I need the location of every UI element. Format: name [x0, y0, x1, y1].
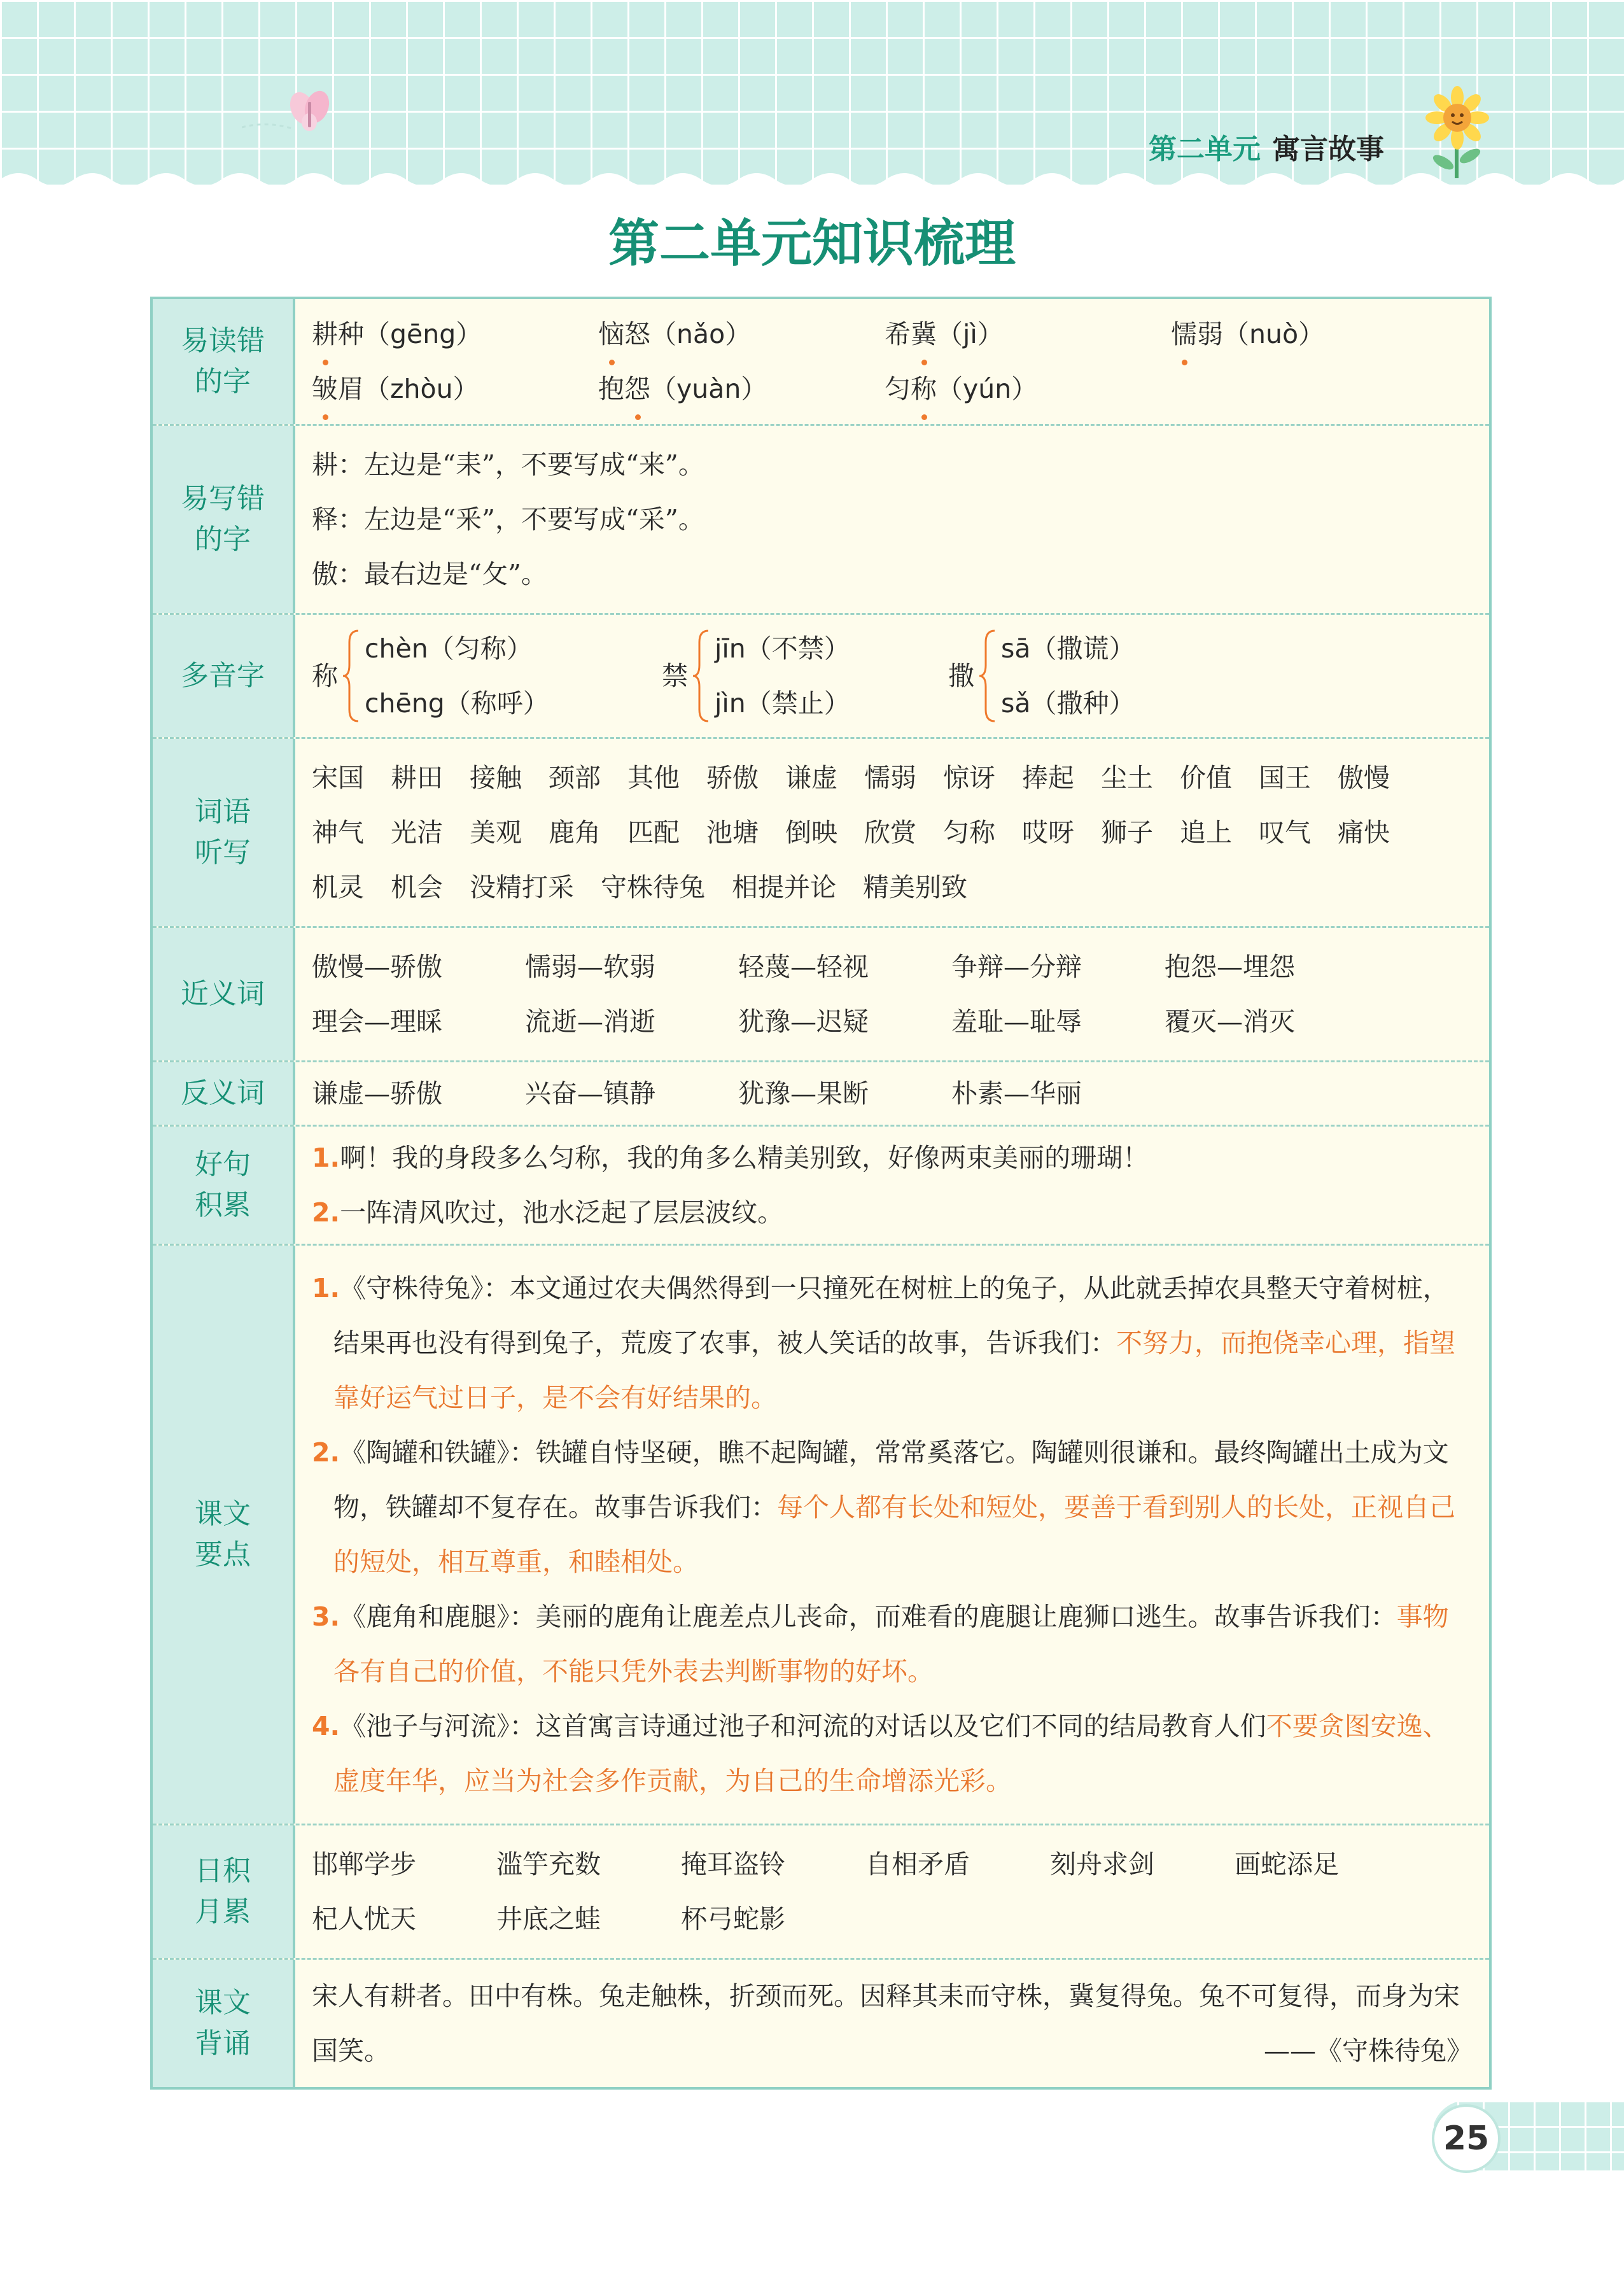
synonym-pair: 流逝—消逝 [525, 1006, 655, 1037]
row-content [295, 1127, 1489, 1244]
row-content [295, 1062, 1489, 1125]
row-label: 词语 听写 [153, 739, 295, 926]
page-title: 第二单元知识梳理 [608, 214, 1016, 273]
idiom: 自相矛盾 [865, 1849, 970, 1880]
row-content [295, 615, 1489, 737]
row-antonyms [153, 1060, 1489, 1125]
dictation-word: 相提并论 [732, 872, 836, 903]
dictation-word: 耕田 [391, 763, 443, 793]
row-label: 好句 积累 [153, 1127, 295, 1244]
antonym-pair: 兴奋—镇静 [525, 1078, 655, 1109]
row-content [295, 1246, 1489, 1824]
row-label: 易读错 的字 [153, 299, 295, 424]
dictation-word: 鹿角 [549, 817, 601, 848]
synonym-pair: 犹豫—迟疑 [738, 1006, 869, 1037]
brace-icon [978, 628, 997, 724]
row-label: 课文 要点 [153, 1246, 295, 1824]
writing-line: 释：左边是“釆”，不要写成“采”。 [312, 504, 704, 535]
knowledge-table [150, 297, 1492, 2090]
brace-icon [342, 628, 361, 724]
dictation-word: 守株待兔 [601, 872, 705, 903]
dictation-word: 宋国 [312, 763, 364, 793]
synonym-pair: 争辩—分辩 [951, 952, 1082, 982]
row-content [295, 426, 1489, 613]
idiom-line [312, 1892, 1473, 1946]
dictation-word: 傲慢 [1338, 763, 1390, 793]
dictation-word: 捧起 [1022, 763, 1074, 793]
idiom: 井底之蛙 [496, 1904, 601, 1934]
row-polyphones [153, 613, 1489, 737]
dictation-word: 神气 [312, 817, 364, 848]
row-label: 反义词 [153, 1062, 295, 1125]
row-label: 日积 月累 [153, 1825, 295, 1958]
reading-item: 抱怨（yuàn） [598, 362, 885, 416]
row-label: 近义词 [153, 928, 295, 1060]
dictation-word: 池塘 [706, 817, 759, 848]
row-sentences [153, 1125, 1489, 1244]
dictation-word: 光洁 [391, 817, 443, 848]
dictation-word: 欣赏 [864, 817, 916, 848]
reading-item: 耕种（gēng） [312, 307, 598, 362]
dictation-word: 倒映 [785, 817, 837, 848]
synonym-pair: 覆灭—消灭 [1165, 1006, 1295, 1037]
row-idioms [153, 1824, 1489, 1958]
idiom: 掩耳盗铃 [681, 1849, 785, 1880]
synonym-line [312, 939, 1473, 994]
dictation-word: 追上 [1180, 817, 1232, 848]
dictation-word: 精美别致 [863, 872, 967, 903]
dictation-word: 美观 [470, 817, 522, 848]
dictation-word: 懦弱 [864, 763, 916, 793]
idiom: 邯郸学步 [312, 1849, 416, 1880]
point-item: 3.《鹿角和鹿腿》：美丽的鹿角让鹿差点儿丧命，而难看的鹿腿让鹿狮口逃生。故事告诉我们：事物各有自己的价值，不能只凭外表去判断事物的好坏。 [312, 1601, 1449, 1687]
reading-item: 懦弱（nuò） [1171, 307, 1425, 362]
dictation-word: 其他 [627, 763, 680, 793]
polyphone-item: 称 chèn（匀称） chēng（称呼） [312, 621, 662, 731]
reading-item: 皱眉（zhòu） [312, 362, 598, 416]
synonym-pair: 傲慢—骄傲 [312, 952, 442, 982]
dictation-word: 接触 [470, 763, 522, 793]
synonym-line [312, 994, 1473, 1049]
point-item: 1.《守株待兔》：本文通过农夫偶然得到一只撞死在树桩上的兔子，从此就丢掉农具整天守着树桩，结果再也没有得到兔子，荒废了农事，被人笑话的故事，告诉我们：不努力，而抱侥幸心理，指望靠好运气过日子，是不会有好结果的。 [312, 1273, 1455, 1413]
unit-label [1149, 126, 1384, 167]
row-label: 多音字 [153, 615, 295, 737]
row-label: 课文 背诵 [153, 1960, 295, 2087]
dictation-word: 没精打采 [470, 872, 574, 903]
synonym-pair: 理会—理睬 [312, 1006, 442, 1037]
row-synonyms [153, 926, 1489, 1060]
polyphone-item: 撒 sā（撒谎） sǎ（撒种） [948, 621, 1135, 731]
dictation-word: 哎呀 [1022, 817, 1074, 848]
writing-line: 傲：最右边是“攵”。 [312, 559, 547, 589]
dictation-word: 颈部 [549, 763, 601, 793]
point-item: 4.《池子与河流》：这首寓言诗通过池子和河流的对话以及它们不同的结局教育人们不要贪图安逸、虚度年华，应当为社会多作贡献，为自己的生命增添光彩。 [312, 1711, 1449, 1796]
unit-name: 第二单元 [1149, 133, 1261, 165]
readings-line-2 [312, 362, 1473, 416]
reading-item: 恼怒（nǎo） [598, 307, 885, 362]
dictation-word: 机会 [391, 872, 443, 903]
brace-icon [692, 628, 711, 724]
row-content [295, 1960, 1489, 2087]
row-content [295, 1825, 1489, 1958]
butterfly-icon [242, 83, 344, 140]
row-recitation [153, 1958, 1489, 2087]
dictation-word: 国王 [1259, 763, 1311, 793]
wave-border [0, 167, 1624, 192]
sentence-item: 2.一阵清风吹过，池水泛起了层层波纹。 [312, 1197, 784, 1228]
writing-line: 耕：左边是“耒”，不要写成“来”。 [312, 449, 704, 480]
unit-topic: 寓言故事 [1272, 133, 1384, 165]
recitation-text: 宋人有耕者。田中有株。兔走触株，折颈而死。因释其耒而守株，冀复得兔。兔不可复得，而身为宋国笑。 [312, 1981, 1460, 2066]
dictation-word: 惊讶 [943, 763, 995, 793]
dictation-word: 尘土 [1101, 763, 1153, 793]
point-item: 2.《陶罐和铁罐》：铁罐自恃坚硬，瞧不起陶罐，常常奚落它。陶罐则很谦和。最终陶罐出土成为文物，铁罐却不复存在。故事告诉我们：每个人都有长处和短处，要善于看到别人的长处，正视自己的短处，相互尊重，和睦相处。 [312, 1437, 1455, 1577]
reading-item: 希冀（jì） [885, 307, 1171, 362]
row-content [295, 739, 1489, 926]
row-readings [153, 299, 1489, 424]
synonym-pair: 轻蔑—轻视 [738, 952, 869, 982]
page-number: 25 [1432, 2104, 1501, 2173]
dictation-word: 痛快 [1338, 817, 1390, 848]
dictation-word: 叹气 [1259, 817, 1311, 848]
sentence-item: 1.啊！我的身段多么匀称，我的角多么精美别致，好像两束美丽的珊瑚！ [312, 1143, 1149, 1173]
row-label: 易写错 的字 [153, 426, 295, 613]
synonym-pair: 懦弱—软弱 [525, 952, 655, 982]
dictation-word: 匹配 [627, 817, 680, 848]
idiom: 刻舟求剑 [1050, 1849, 1154, 1880]
idiom: 杯弓蛇影 [681, 1904, 785, 1934]
dictation-word: 谦虚 [785, 763, 837, 793]
antonym-line [312, 1066, 1473, 1121]
antonym-pair: 朴素—华丽 [951, 1078, 1082, 1109]
antonym-pair: 谦虚—骄傲 [312, 1078, 442, 1109]
idiom-line [312, 1837, 1473, 1892]
readings-line-1 [312, 307, 1473, 362]
dictation-word: 匀称 [943, 817, 995, 848]
row-content [295, 928, 1489, 1060]
row-points [153, 1244, 1489, 1824]
dictation-word: 狮子 [1101, 817, 1153, 848]
recitation-source: ——《守株待兔》 [1264, 2035, 1473, 2066]
row-dictation [153, 737, 1489, 926]
synonym-pair: 抱怨—埋怨 [1165, 952, 1295, 982]
dictation-word-list [312, 750, 1473, 915]
idiom: 画蛇添足 [1235, 1849, 1339, 1880]
polyphone-item: 禁 jīn（不禁） jìn（禁止） [662, 621, 948, 731]
dictation-word: 骄傲 [706, 763, 759, 793]
sunflower-icon [1419, 86, 1495, 181]
row-writing [153, 424, 1489, 613]
dictation-word: 价值 [1180, 763, 1232, 793]
idiom: 滥竽充数 [496, 1849, 601, 1880]
reading-item: 匀称（yún） [885, 362, 1171, 416]
antonym-pair: 犹豫—果断 [738, 1078, 869, 1109]
synonym-pair: 羞耻—耻辱 [951, 1006, 1082, 1037]
dictation-word: 机灵 [312, 872, 364, 903]
row-content [295, 299, 1489, 424]
idiom: 杞人忧天 [312, 1904, 416, 1934]
